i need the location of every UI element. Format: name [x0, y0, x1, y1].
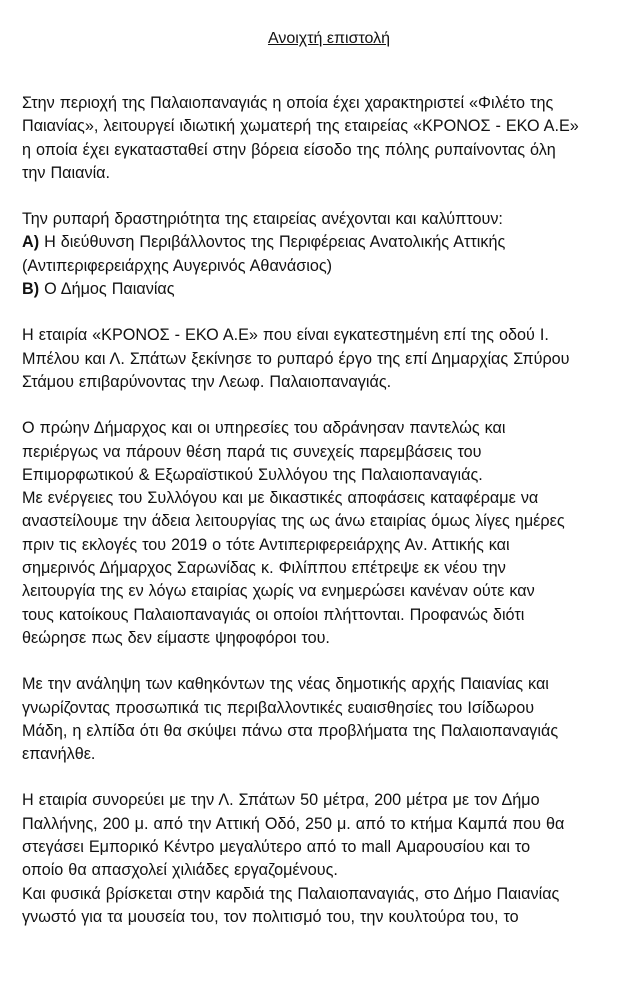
text-line: Η εταιρία συνορεύει με την Λ. Σπάτων 50 μέτρα, 200 μέτρα με τον Δήμο [22, 791, 540, 810]
text-line: Ο πρώην Δήμαρχος και οι υπηρεσίες του αδράνησαν παντελώς και [22, 419, 506, 438]
paragraph-2 [22, 208, 628, 301]
list-label-a: Α) [22, 233, 40, 252]
text-line: επανήλθε. [22, 745, 96, 764]
text-line: Παλλήνης, 200 μ. από την Αττική Οδό, 250 μ. από το κτήμα Καμπά που θα [22, 814, 565, 833]
paragraph-3 [22, 324, 628, 394]
text-line: την Παιανία. [22, 163, 111, 182]
text-line: σημερινός Δήμαρχος Σαρωνίδας κ. Φιλίππου επέτρεψε εκ νέου την [22, 559, 506, 578]
text-line: θεώρησε πως δεν είμαστε ψηφοφόροι του. [22, 628, 330, 647]
text-line: γνωστό για τα μουσεία του, τον πολιτισμό του, την κουλτούρα του, το [22, 907, 519, 926]
text-line: Μάδη, η ελπίδα ότι θα σκύψει πάνω στα προβλήματα της Παλαιοπαναγιάς [22, 721, 559, 740]
text-line: γνωρίζοντας προσωπικά τις περιβαλλοντικές ευαισθησίες του Ισίδωρου [22, 698, 535, 717]
list-item-a [22, 231, 628, 254]
text-line: Στάμου επιβαρύνοντας την Λεωφ. Παλαιοπαναγιάς. [22, 372, 392, 391]
text-line: λειτουργία της εν λόγω εταιρίας χωρίς να ενημερώσει κανέναν ούτε καν [22, 582, 535, 601]
text-line: Παιανίας», λειτουργεί ιδιωτική χωματερή της εταιρείας «ΚΡΟΝΟΣ - ΕΚΟ Α.Ε» [22, 117, 579, 136]
letter-page [22, 30, 628, 952]
letter-title: Ανοιχτή επιστολή [267, 30, 391, 47]
list-text-a: Η διεύθυνση Περιβάλλοντος της Περιφέρειας Ανατολικής Αττικής [39, 233, 506, 252]
text-line: στεγάσει Εμπορικό Κέντρο μεγαλύτερο από το mall Αμαρουσίου και το [22, 838, 531, 857]
text-line: (Αντιπεριφερειάρχης Αυγερινός Αθανάσιος) [22, 256, 333, 275]
text-line: αναστείλουμε την άδεια λειτουργίας της ως άνω εταιρίας όμως λίγες ημέρες [22, 512, 565, 531]
text-line: Με την ανάληψη των καθηκόντων της νέας δημοτικής αρχής Παιανίας και [22, 675, 549, 694]
list-item-b [22, 278, 628, 301]
text-line: πριν τις εκλογές του 2019 ο τότε Αντιπεριφερειάρχης Αν. Αττικής και [22, 535, 510, 554]
text-line: Επιμορφωτικού & Εξωραϊστικού Συλλόγου της Παλαιοπαναγιάς. [22, 465, 483, 484]
text-line: Στην περιοχή της Παλαιοπαναγιάς η οποία έχει χαρακτηριστεί «Φιλέτο της [22, 94, 554, 112]
text-line: Μπέλου και Λ. Σπάτων ξεκίνησε το ρυπαρό έργο της επί Δημαρχίας Σπύρου [22, 349, 570, 368]
list-label-b: Β) [22, 280, 40, 299]
paragraph-1 [22, 92, 628, 185]
text-line: περιέργως να πάρουν θέση παρά τις συνεχείς παρεμβάσεις του [22, 442, 482, 461]
text-line: Η εταιρία «ΚΡΟΝΟΣ - ΕΚΟ Α.Ε» που είναι εγκατεστημένη επί της οδού Ι. [22, 326, 549, 345]
text-line: Με ενέργειες του Συλλόγου και με δικαστικές αποφάσεις καταφέραμε να [22, 489, 539, 508]
text-line: Την ρυπαρή δραστηριότητα της εταιρείας ανέχονται και καλύπτουν: [22, 210, 503, 229]
paragraph-6 [22, 789, 628, 929]
text-line: οποίο θα απασχολεί χιλιάδες εργαζομένους. [22, 861, 338, 880]
text-line: τους κατοίκους Παλαιοπαναγιάς οι οποίοι πλήττονται. Προφανώς διότι [22, 605, 525, 624]
text-line: Και φυσικά βρίσκεται στην καρδιά της Παλαιοπαναγιάς, στο Δήμο Παιανίας [22, 884, 560, 903]
paragraph-5 [22, 673, 628, 766]
list-text-b: Ο Δήμος Παιανίας [39, 280, 175, 299]
text-line: η οποία έχει εγκατασταθεί στην βόρεια είσοδο της πόλης ρυπαίνοντας όλη [22, 140, 556, 159]
paragraph-4 [22, 417, 628, 650]
